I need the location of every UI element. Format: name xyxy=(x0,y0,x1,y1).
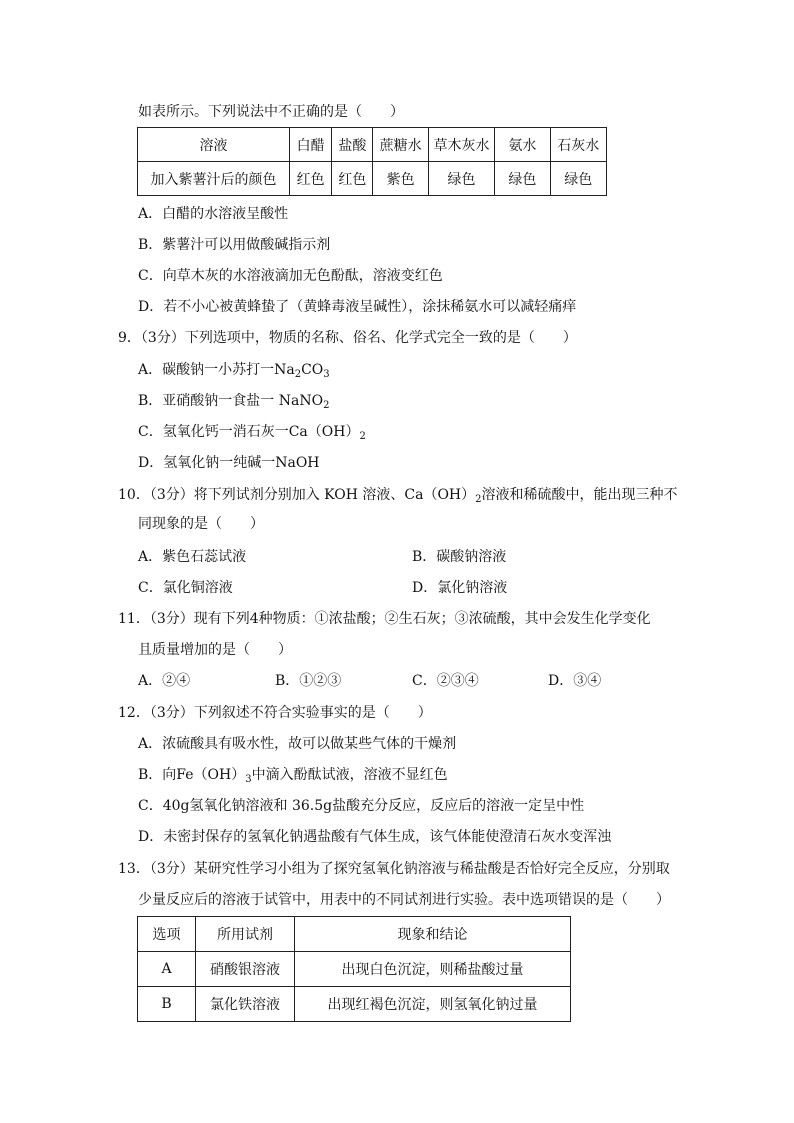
table-cell: 蔗糖水 xyxy=(373,128,428,162)
q10-stem-line2: 同现象的是（ ） xyxy=(138,516,264,532)
q13-reagent-table xyxy=(137,916,571,1022)
table-cell: B xyxy=(138,987,196,1022)
q8-intro: 如表所示。下列说法中不正确的是（ ） xyxy=(138,104,404,120)
q12-stem: 12．（3分）下列叙述不符合实验事实的是（ ） xyxy=(118,705,432,721)
table-cell: 氨水 xyxy=(495,128,550,162)
q10-option-c: C．氯化铜溶液 xyxy=(138,580,233,596)
q11-option-b: B．①②③ xyxy=(275,673,342,689)
q8-option-b: B．紫薯汁可以用做酸碱指示剂 xyxy=(138,237,331,253)
q9-option-a-text: A．碳酸钠一小苏打一Na xyxy=(138,362,295,378)
table-row xyxy=(138,162,607,196)
table-cell: 出现白色沉淀，则稀盐酸过量 xyxy=(295,952,571,987)
q10-option-d: D．氯化钠溶液 xyxy=(412,580,508,596)
table-cell: 硝酸银溶液 xyxy=(196,952,295,987)
q12-option-b xyxy=(138,765,448,785)
q8-option-a: A．白醋的水溶液呈酸性 xyxy=(138,206,289,222)
q13-stem-line2: 少量反应后的溶液于试管中，用表中的不同试剂进行实验。表中选项错误的是（ ） xyxy=(138,892,670,908)
q11-stem-line2: 且质量增加的是（ ） xyxy=(138,642,292,658)
subscript: 3 xyxy=(323,369,330,380)
table-cell: 出现红褐色沉淀，则氢氧化钠过量 xyxy=(295,987,571,1022)
q8-color-table xyxy=(137,127,607,196)
table-row xyxy=(138,952,571,987)
table-cell: 所用试剂 xyxy=(196,917,295,952)
table-cell: 白醋 xyxy=(289,128,331,162)
table-cell: 加入紫薯汁后的颜色 xyxy=(138,162,290,196)
table-cell: 红色 xyxy=(332,162,373,196)
q13-stem: 13．（3分）某研究性学习小组为了探究氢氧化钠溶液与稀盐酸是否恰好完全反应，分别取 xyxy=(118,861,670,877)
table-cell: 盐酸 xyxy=(332,128,373,162)
q12-option-d: D．未密封保存的氢氧化钠遇盐酸有气体生成，该气体能使澄清石灰水变浑浊 xyxy=(138,829,612,845)
table-row xyxy=(138,987,571,1022)
q9-option-a xyxy=(138,360,330,380)
table-cell: 草木灰水 xyxy=(428,128,494,162)
q9-option-c xyxy=(138,422,366,442)
q11-option-a: A．②④ xyxy=(138,673,191,689)
q9-stem: 9．（3分）下列选项中，物质的名称、俗名、化学式完全一致的是（ ） xyxy=(118,330,577,346)
table-cell: 绿色 xyxy=(495,162,550,196)
q12-option-b-text: B．向Fe（OH） xyxy=(138,767,246,783)
table-header-row xyxy=(138,917,571,952)
q10-stem xyxy=(118,485,678,505)
q12-option-b-suffix: 中滴入酚酞试液，溶液不显红色 xyxy=(251,767,448,783)
q11-option-d: D．③④ xyxy=(548,673,602,689)
q8-option-c: C．向草木灰的水溶液滴加无色酚酞，溶液变红色 xyxy=(138,268,443,284)
q11-stem: 11．（3分）现有下列4种物质：①浓盐酸；②生石灰；③浓硫酸，其中会发生化学变化 xyxy=(118,611,651,627)
q12-option-c: C．40g氢氧化钠溶液和 36.5g盐酸充分反应，反应后的溶液一定呈中性 xyxy=(138,798,585,814)
subscript: 2 xyxy=(359,431,366,442)
table-cell: 石灰水 xyxy=(550,128,606,162)
table-cell: 选项 xyxy=(138,917,196,952)
q9-option-b-text: B．亚硝酸钠一食盐一 NaNO xyxy=(138,393,324,409)
table-cell: 氯化铁溶液 xyxy=(196,987,295,1022)
table-cell: 红色 xyxy=(289,162,331,196)
table-cell: 绿色 xyxy=(550,162,606,196)
subscript: 3 xyxy=(245,774,252,785)
q8-option-d: D．若不小心被黄蜂蛰了（黄蜂毒液呈碱性），涂抹稀氨水可以减轻痛痒 xyxy=(138,299,577,315)
q10-stem-part1: 10．（3分）将下列试剂分别加入 KOH 溶液、Ca（OH） xyxy=(118,487,476,503)
table-cell: 紫色 xyxy=(373,162,428,196)
table-cell: 绿色 xyxy=(428,162,494,196)
q9-option-a-formula: CO xyxy=(301,362,324,378)
table-cell: 现象和结论 xyxy=(295,917,571,952)
table-cell: A xyxy=(138,952,196,987)
q10-option-a: A．紫色石蕊试液 xyxy=(138,549,247,565)
q10-stem-part2: 溶液和稀硫酸中，能出现三种不 xyxy=(481,487,678,503)
subscript: 2 xyxy=(475,494,482,505)
subscript: 2 xyxy=(294,369,302,380)
q11-option-c: C．②③④ xyxy=(412,673,479,689)
q9-option-d: D．氢氧化钠一纯碱一NaOH xyxy=(138,455,320,471)
subscript: 2 xyxy=(323,400,330,411)
q10-option-b: B．碳酸钠溶液 xyxy=(412,549,507,565)
table-header-row xyxy=(138,128,607,162)
table-cell: 溶液 xyxy=(138,128,290,162)
q12-option-a: A．浓硫酸具有吸水性，故可以做某些气体的干燥剂 xyxy=(138,736,457,752)
q9-option-c-text: C．氢氧化钙一消石灰一Ca（OH） xyxy=(138,424,360,440)
q9-option-b xyxy=(138,391,329,411)
